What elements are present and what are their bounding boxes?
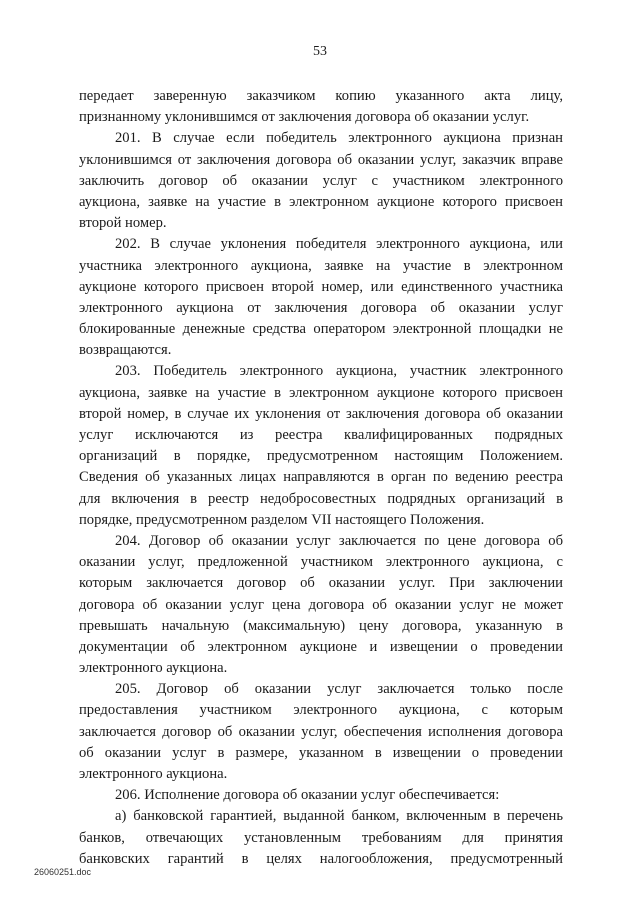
text-line: договора об оказании услуг цена договора об оказании услуг не может xyxy=(79,596,563,613)
text-line: организаций в порядке, предусмотренном настоящим Положением. xyxy=(79,448,563,465)
text-line: банков, отвечающих установленным требованиям для принятия xyxy=(79,829,563,846)
text-line: а) банковской гарантией, выданной банком, включенным в перечень xyxy=(115,808,563,825)
text-line: блокированные денежные средства оператором электронной площадки не xyxy=(79,321,563,338)
text-line: 206. Исполнение договора об оказании услуг обеспечивается: xyxy=(115,787,500,804)
text-line: участника электронного аукциона, заявке на участие в электронном xyxy=(79,257,563,274)
text-line: для включения в реестр недобросовестных подрядных организаций в xyxy=(79,490,563,507)
text-line: электронного аукциона. xyxy=(79,660,228,677)
text-line: 202. В случае уклонения победителя электронного аукциона, или xyxy=(115,236,563,253)
text-line: электронного аукциона от заключения договора об оказании услуг xyxy=(79,299,563,316)
text-line: заключить договор об оказании услуг с участником электронного xyxy=(79,172,563,189)
text-line: банковских гарантий в целях налогообложения, предусмотренный xyxy=(79,850,563,867)
file-name-footer: 26060251.doc xyxy=(34,867,92,877)
text-line: документации об электронном аукционе и извещении о проведении xyxy=(79,638,563,655)
text-line: 205. Договор об оказании услуг заключается только после xyxy=(115,681,563,698)
text-line: об оказании услуг в размере, указанном в извещении о проведении xyxy=(79,744,563,761)
text-line: заключается договор об оказании услуг, обеспечения исполнения договора xyxy=(79,723,563,740)
text-line: аукциона, заявке на участие в электронном аукционе которого присвоен xyxy=(79,384,563,401)
text-line: второй номер, в случае их уклонения от заключения договора об оказании xyxy=(79,405,563,422)
text-line: оказании услуг, предложенной участником электронного аукциона, с xyxy=(79,554,563,571)
text-line: 201. В случае если победитель электронного аукциона признан xyxy=(115,130,563,147)
text-line: предоставления участником электронного аукциона, с которым xyxy=(79,702,563,719)
text-line: возвращаются. xyxy=(79,342,172,359)
text-line: 204. Договор об оказании услуг заключается по цене договора об xyxy=(115,532,563,549)
text-line: электронного аукциона. xyxy=(79,766,228,782)
page-number: 53 xyxy=(313,44,327,59)
text-line: передает заверенную заказчиком копию указанного акта лицу, xyxy=(79,88,563,104)
text-line: Сведения об указанных лицах направляются в орган по ведению реестра xyxy=(79,469,563,486)
text-line: признанному уклонившимся от заключения договора об оказании услуг. xyxy=(79,109,530,126)
text-line: порядке, предусмотренном разделом VII настоящего Положения. xyxy=(79,511,485,528)
text-line: услуг исключаются из реестра квалифицированных подрядных xyxy=(79,427,563,443)
text-line: превышать начальную (максимальную) цену договора, указанную в xyxy=(79,617,563,634)
text-line: уклонившимся от заключения договора об оказании услуг, заказчик вправе xyxy=(79,151,563,168)
text-line: аукциона, заявке на участие в электронном аукционе которого присвоен xyxy=(79,193,563,210)
text-line: второй номер. xyxy=(79,215,167,232)
text-line: аукционе которого присвоен второй номер, или единственного участника xyxy=(79,278,563,295)
text-line: которым заключается договор об оказании услуг. При заключении xyxy=(79,575,563,592)
document-body xyxy=(79,86,563,870)
text-line: 203. Победитель электронного аукциона, участник электронного xyxy=(115,363,563,380)
